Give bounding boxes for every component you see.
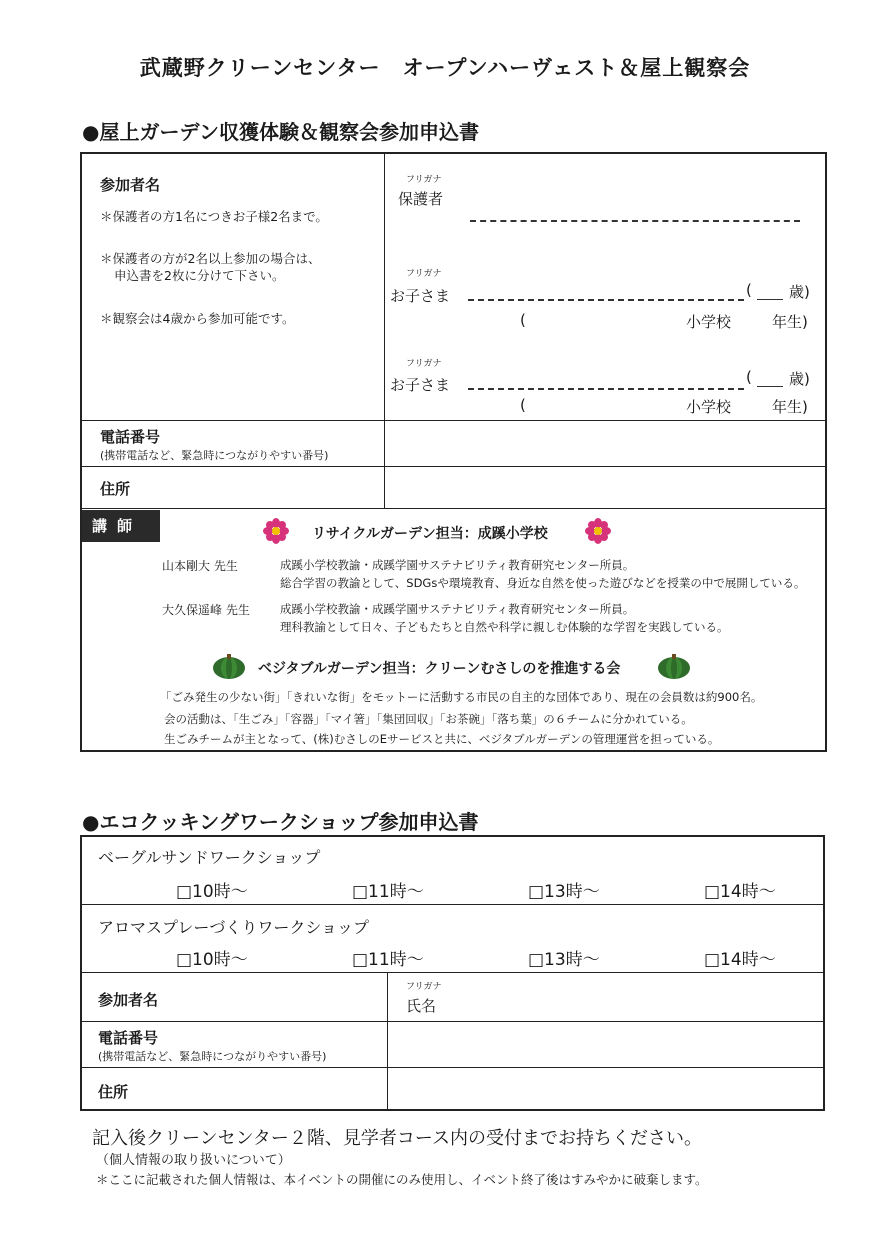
vegetable-heading: ベジタブルガーデン担当：クリーンむさしのを推進する会: [258, 661, 621, 677]
child1-age-input[interactable]: [757, 299, 783, 300]
workshop1-time-14[interactable]: □14時～: [704, 882, 776, 902]
note-4: ＊観察会は4歳から参加可能です。: [100, 311, 295, 326]
phone-input[interactable]: [386, 422, 826, 464]
furigana-label: フリガナ: [406, 359, 442, 369]
workshop1-time-11[interactable]: □11時～: [352, 882, 424, 902]
privacy-note: ＊ここに記載された個人情報は、本イベントの開催にのみ使用し、イベント終了後はすみやかに破棄します。: [96, 1172, 708, 1187]
workshop2-time-10[interactable]: □10時～: [176, 950, 248, 970]
recycle-heading: リサイクルガーデン担当：成蹊小学校: [312, 526, 548, 542]
furigana-label: フリガナ: [406, 269, 442, 279]
child1-label: お子さま: [390, 287, 451, 305]
workshop2-title: アロマスプレーづくりワークショップ: [98, 918, 370, 937]
child1-school-label: 小学校: [686, 313, 732, 331]
phone-sub: (携帯電話など、緊急時につながりやすい番号): [100, 449, 329, 462]
pumpkin-icon: [212, 652, 246, 680]
teacher1-line1: 成蹊小学校教諭・成蹊学園サステナビリティ教育研究センター所員。: [280, 558, 635, 572]
child1-age-unit: 歳): [789, 283, 810, 301]
note-3: 申込書を2枚に分けて下さい。: [114, 268, 285, 283]
name-label: 氏名: [406, 997, 437, 1015]
workshop1-time-13[interactable]: □13時～: [528, 882, 600, 902]
garden-form-box: [80, 152, 827, 752]
vegetable-line-2: 会の活動は、「生ごみ」「容器」「マイ箸」「集団回収」「お茶碗」「落ち葉」の６チームに分かれている。: [164, 712, 693, 726]
name-input[interactable]: [442, 975, 822, 1019]
teacher1-line2: 総合学習の教諭として、SDGsや環境教育、身近な自然を使った遊びなどを授業の中で展開している。: [280, 576, 806, 590]
child1-grade-label: 年生): [772, 313, 808, 331]
child1-input-line[interactable]: [468, 299, 744, 301]
note-2: ＊保護者の方が2名以上参加の場合は、: [100, 251, 321, 266]
footer-instruction: 記入後クリーンセンター２階、見学者コース内の受付までお持ちください。: [92, 1128, 703, 1149]
address-label: 住所: [100, 480, 131, 498]
cooking-phone-sub: (携帯電話など、緊急時につながりやすい番号): [98, 1050, 327, 1063]
workshop2-time-14[interactable]: □14時～: [704, 950, 776, 970]
garden-form-heading: ●屋上ガーデン収獲体験＆観察会参加申込書: [82, 120, 480, 144]
page-title: 武蔵野クリーンセンター オープンハーヴェスト＆屋上観察会: [139, 56, 751, 80]
phone-label: 電話番号: [100, 428, 161, 446]
teacher2-name: 大久保遥峰 先生: [162, 603, 250, 617]
child2-label: お子さま: [390, 376, 451, 394]
guardian-input-line[interactable]: [470, 220, 800, 222]
child2-school-label: 小学校: [686, 398, 732, 416]
note-1: ＊保護者の方1名につきお子様2名まで。: [100, 209, 328, 224]
cooking-phone-input[interactable]: [390, 1023, 822, 1065]
workshop2-time-11[interactable]: □11時～: [352, 950, 424, 970]
address-input[interactable]: [386, 468, 826, 506]
workshop2-time-13[interactable]: □13時～: [528, 950, 600, 970]
vegetable-line-1: 「ごみ発生の少ない街」「きれいな街」をモットーに活動する市民の自主的な団体であり、現在の会員数は約900名。: [160, 690, 763, 704]
furigana-label: フリガナ: [406, 982, 442, 992]
cooking-address-input[interactable]: [390, 1069, 822, 1109]
furigana-label: フリガナ: [406, 175, 442, 185]
cooking-phone-label: 電話番号: [98, 1029, 159, 1047]
workshop1-title: ベーグルサンドワークショップ: [98, 848, 321, 867]
teacher2-line2: 理科教諭として日々、子どもたちと自然や科学に親しむ体験的な学習を実践している。: [280, 620, 729, 634]
cooking-form-heading: ●エコクッキングワークショップ参加申込書: [82, 810, 479, 834]
participant-label: 参加者名: [100, 176, 161, 194]
child2-school-open: (: [520, 396, 526, 414]
cosmos-flower-icon: [263, 518, 289, 544]
cosmos-flower-icon: [585, 518, 611, 544]
cooking-participant-label: 参加者名: [98, 991, 159, 1009]
workshop1-time-10[interactable]: □10時～: [176, 882, 248, 902]
child2-age-unit: 歳): [789, 370, 810, 388]
teacher2-line1: 成蹊小学校教諭・成蹊学園サステナビリティ教育研究センター所員。: [280, 602, 635, 616]
teacher1-name: 山本剛大 先生: [162, 559, 238, 573]
guardian-label: 保護者: [398, 190, 444, 208]
child2-age-open: (: [746, 368, 752, 386]
child2-input-line[interactable]: [468, 388, 744, 390]
child1-school-open: (: [520, 311, 526, 329]
cooking-form-box: [80, 835, 825, 1111]
child1-age-open: (: [746, 281, 752, 299]
cooking-address-label: 住所: [98, 1083, 129, 1101]
child2-age-input[interactable]: [757, 386, 783, 387]
vegetable-line-3: 生ごみチームが主となって、(株)むさしのEサービスと共に、ベジタブルガーデンの管理運営を担っている。: [164, 732, 720, 746]
child2-grade-label: 年生): [772, 398, 808, 416]
teacher-tab: 講師: [82, 510, 160, 542]
privacy-title: （個人情報の取り扱いについて）: [96, 1153, 291, 1168]
pumpkin-icon: [657, 652, 691, 680]
